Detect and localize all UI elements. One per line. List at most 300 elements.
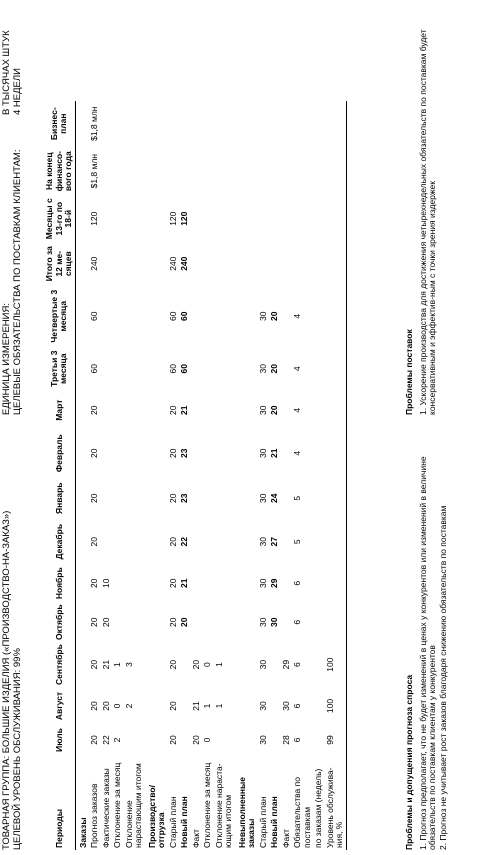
table-cell (112, 196, 124, 241)
table-cell (145, 642, 168, 687)
row-label: Отклонение нараста-ющим итогом (213, 763, 233, 848)
column-header: Январь (53, 482, 64, 514)
product-group-line: ТОВАРНАЯ ГРУППА: БОЛЬШИЕ ИЗДЕЛИЯ («ПРОИЗВОДСТВО-НА-ЗАКАЗ») (1, 510, 12, 850)
table-cell (75, 725, 89, 755)
table-cell (313, 477, 325, 519)
table-row (101, 101, 113, 850)
table-cell (281, 477, 293, 519)
table-cell (235, 642, 258, 687)
demand-note-1: 1. Прогноз предполагает, что не будет изменений в ценах у конкурентов или изменений в величине обязательств по поставкам клиентам у конкурентов (417, 456, 437, 850)
row-label: Производство/отгрузка (146, 785, 166, 848)
table-cell: 20 (89, 578, 99, 588)
table-row (124, 101, 145, 850)
table-cell: 30 (257, 617, 268, 627)
table-cell: 30 (280, 701, 291, 711)
table-cell: 20 (89, 617, 99, 627)
table-cell: 20 (100, 617, 111, 627)
table-cell (112, 146, 124, 196)
table-row (168, 101, 180, 850)
table-cell: 27 (269, 536, 279, 547)
table-cell (101, 346, 113, 391)
table-cell (145, 286, 168, 346)
table-cell (191, 241, 203, 286)
row-label: Фактические заказы (100, 768, 111, 848)
header-right (2, 30, 23, 115)
table-cell (292, 196, 313, 241)
table-cell: 20 (269, 405, 279, 415)
table-cell (145, 146, 168, 196)
table-cell (202, 602, 214, 642)
row-label: Отклонение за месяц (202, 762, 212, 848)
header-middle (2, 150, 23, 416)
table-cell: $1,8 млн (89, 106, 99, 141)
table-cell: 240 (179, 256, 189, 271)
table-cell (124, 241, 145, 286)
table-cell (292, 146, 313, 196)
commitment-value: 4 НЕДЕЛИ (11, 68, 23, 115)
table-cell (269, 101, 281, 146)
table-cell (281, 196, 293, 241)
demand-note-2: 2. Прогноз не учитывает рост заказов благодаря снижению обязательств по поставкам (437, 505, 448, 850)
table-cell: 6 (292, 619, 302, 625)
table-cell (124, 346, 145, 391)
table-cell (214, 429, 235, 477)
table-cell (214, 391, 235, 429)
plan-table (44, 101, 347, 850)
commitment-label: ЦЕЛЕВЫЕ ОБЯЗАТЕЛЬСТВА ПО ПОСТАВКАМ КЛИЕНТАМ: (11, 149, 23, 415)
table-cell: 5 (292, 539, 302, 545)
table-cell (325, 286, 347, 346)
column-header: Третьи 3 месяца (48, 350, 69, 387)
table-cell: 20 (167, 536, 178, 547)
demand-notes-title: Проблемы и допущения прогноза спроса (404, 674, 414, 850)
table-cell: 20 (89, 659, 99, 670)
table-cell (145, 196, 168, 241)
table-row (313, 101, 325, 850)
row-label: Факт (190, 829, 201, 848)
table-cell: 30 (257, 493, 268, 503)
table-cell (202, 564, 214, 602)
table-cell (214, 519, 235, 564)
table-cell (202, 346, 214, 391)
column-header: Сентябрь (53, 644, 64, 685)
table-row (269, 101, 281, 850)
table-cell: 0 (202, 662, 212, 667)
table-cell (325, 391, 347, 429)
table-cell (145, 564, 168, 602)
table-cell: 20 (167, 617, 178, 627)
column-header: Периоды (53, 809, 64, 848)
table-cell: 29 (280, 659, 291, 670)
table-cell: 99 (325, 725, 347, 755)
table-cell: 30 (257, 536, 268, 547)
table-cell (75, 602, 89, 642)
table-cell (214, 346, 235, 391)
table-cell (124, 602, 145, 642)
table-cell: 30 (269, 617, 279, 627)
table-cell (179, 725, 191, 755)
table-cell (313, 346, 325, 391)
supply-notes-title: Проблемы поставок (404, 329, 414, 415)
table-cell (258, 146, 270, 196)
table-cell (214, 101, 235, 146)
column-header: Июль (53, 728, 64, 752)
table-cell (75, 146, 89, 196)
table-cell (269, 642, 281, 687)
table-cell (269, 196, 281, 241)
table-cell (214, 241, 235, 286)
table-cell (325, 477, 347, 519)
table-cell (313, 391, 325, 429)
table-cell (269, 687, 281, 725)
table-cell: 60 (167, 311, 178, 321)
table-cell (75, 196, 89, 241)
table-cell (235, 101, 258, 146)
table-cell (124, 391, 145, 429)
table-cell (325, 346, 347, 391)
table-cell: 30 (257, 578, 268, 588)
table-cell (145, 519, 168, 564)
table-cell (75, 429, 89, 477)
table-cell (235, 391, 258, 429)
table-cell: 3 (123, 662, 134, 667)
table-cell (145, 391, 168, 429)
table-cell (325, 196, 347, 241)
table-row (258, 101, 270, 850)
table-cell: 240 (89, 256, 99, 271)
table-cell (281, 429, 293, 477)
table-cell (124, 196, 145, 241)
row-label: Старый план (167, 796, 178, 848)
table-cell (202, 241, 214, 286)
table-cell (191, 146, 203, 196)
table-cell: 30 (257, 448, 268, 458)
table-cell (258, 241, 270, 286)
table-cell (101, 477, 113, 519)
supply-note-1: 1. Ускорение производства для достижения четырехнедельных обязательств по поставкам будет консервативным и эффектив-ным с точки зрения издержек (417, 29, 437, 415)
table-cell: 21 (190, 701, 201, 711)
header-left (2, 511, 23, 850)
table-cell (145, 477, 168, 519)
table-cell (168, 146, 180, 196)
table-cell (112, 602, 124, 642)
table-cell (124, 477, 145, 519)
table-cell (313, 687, 325, 725)
row-label: Новый план (269, 796, 279, 848)
table-cell: 20 (89, 448, 99, 458)
table-cell (292, 101, 313, 146)
table-cell: 6 (292, 580, 302, 586)
table-cell (191, 564, 203, 602)
column-header: Четвертые 3 месяца (48, 289, 69, 343)
table-cell (101, 101, 113, 146)
table-cell (313, 241, 325, 286)
table-cell (235, 286, 258, 346)
column-header: Октябрь (53, 604, 64, 641)
supply-notes (405, 5, 439, 415)
table-row (75, 101, 89, 850)
table-cell: 4 (292, 407, 302, 413)
table-cell: 4 (292, 366, 302, 372)
table-cell: 1 (213, 662, 224, 667)
table-cell: 20 (167, 448, 178, 458)
table-cell (202, 519, 214, 564)
table-body (75, 101, 346, 850)
table-cell: 30 (257, 363, 268, 374)
table-cell (292, 241, 313, 286)
column-header: Итого за 12 ме-сяцев (44, 246, 73, 282)
table-cell: 22 (179, 536, 189, 547)
table-cell (101, 429, 113, 477)
row-label: Новый план (179, 796, 189, 848)
table-cell (325, 241, 347, 286)
table-cell (235, 564, 258, 602)
table-cell: 20 (269, 363, 279, 374)
table-row (202, 101, 214, 850)
table-cell (124, 429, 145, 477)
table-cell (202, 146, 214, 196)
row-label: по заказам (недель) (313, 768, 323, 848)
column-header: Ноябрь (53, 567, 64, 600)
table-cell (313, 642, 325, 687)
table-cell: 21 (179, 405, 189, 415)
table-cell: 30 (257, 405, 268, 415)
table-cell (145, 429, 168, 477)
table-cell: 21 (269, 448, 279, 458)
table-cell (101, 196, 113, 241)
table-cell (75, 346, 89, 391)
column-header: Март (53, 399, 64, 421)
table-cell (281, 286, 293, 346)
table-cell (145, 346, 168, 391)
table-cell: 60 (89, 311, 99, 321)
table-cell (235, 687, 258, 725)
table-cell: 4 (292, 450, 302, 456)
table-cell (281, 391, 293, 429)
table-header-row (44, 101, 75, 850)
table-cell (145, 101, 168, 146)
table-cell (145, 687, 168, 725)
table-cell (75, 519, 89, 564)
table-cell: 21 (100, 659, 111, 670)
row-label: Уровень обслужива-ния, % (325, 755, 347, 850)
table-cell (179, 101, 191, 146)
table-row (325, 101, 347, 850)
table-cell (202, 196, 214, 241)
table-cell: 120 (89, 211, 99, 226)
table-cell (325, 146, 347, 196)
table-cell (191, 429, 203, 477)
row-label: Невыполненные заказы (236, 777, 256, 848)
table-cell (214, 286, 235, 346)
table-cell (179, 687, 191, 725)
table-cell (112, 564, 124, 602)
table-cell: 20 (89, 701, 99, 711)
table-cell: 1 (202, 703, 212, 709)
table-cell (191, 346, 203, 391)
table-cell: 20 (167, 578, 178, 588)
table-cell (75, 564, 89, 602)
table-row (292, 101, 313, 850)
table-cell (313, 725, 325, 755)
column-header: На конец финансо-вого года (44, 151, 73, 192)
table-cell (124, 564, 145, 602)
table-cell: 6 (292, 662, 302, 667)
table-cell (235, 346, 258, 391)
table-cell (214, 564, 235, 602)
table-cell: 20 (89, 536, 99, 547)
table-cell: 6 (292, 703, 302, 709)
row-label: Обязательства по поставкам (292, 777, 312, 848)
table-cell: 4 (292, 313, 302, 319)
table-cell (281, 101, 293, 146)
table-cell: 20 (89, 405, 99, 415)
table-cell: 29 (269, 578, 279, 588)
table-cell (313, 286, 325, 346)
table-cell (191, 602, 203, 642)
table-cell (101, 519, 113, 564)
table-cell (179, 146, 191, 196)
table-cell: 21 (179, 578, 189, 588)
table-cell (258, 196, 270, 241)
table-cell (202, 286, 214, 346)
table-cell (313, 101, 325, 146)
table-cell (325, 602, 347, 642)
table-cell (325, 564, 347, 602)
table-cell (191, 101, 203, 146)
table-cell: 60 (167, 363, 178, 374)
table-cell: 60 (89, 363, 99, 374)
table-cell: 20 (167, 493, 178, 503)
table-cell (101, 286, 113, 346)
table-cell (191, 477, 203, 519)
table-cell (235, 477, 258, 519)
table-row (112, 101, 124, 850)
table-cell (313, 429, 325, 477)
table-cell: 100 (325, 687, 347, 725)
table-cell: 2 (112, 737, 122, 743)
column-header: Декабрь (53, 523, 64, 560)
table-cell (269, 241, 281, 286)
table-cell (124, 101, 145, 146)
table-cell (325, 101, 347, 146)
table-row (191, 101, 203, 850)
table-cell (235, 146, 258, 196)
table-cell (112, 429, 124, 477)
table-cell: 120 (179, 211, 189, 226)
table-cell (258, 101, 270, 146)
table-cell (235, 429, 258, 477)
table-cell (124, 519, 145, 564)
table-cell (124, 146, 145, 196)
table-cell: 1 (213, 703, 224, 709)
table-cell (191, 391, 203, 429)
table-cell (214, 602, 235, 642)
row-label: Заказы (75, 755, 89, 850)
table-cell (281, 602, 293, 642)
table-cell: 2 (123, 703, 134, 709)
table-cell: 60 (179, 363, 189, 374)
table-cell (235, 196, 258, 241)
table-cell: $1,8 млн (89, 154, 99, 189)
table-cell (313, 519, 325, 564)
table-cell (202, 429, 214, 477)
table-cell (112, 346, 124, 391)
table-cell (124, 286, 145, 346)
table-cell (112, 241, 124, 286)
row-label: Факт (280, 829, 291, 848)
table-cell: 20 (269, 311, 279, 321)
table-cell: 20 (167, 659, 178, 670)
table-cell (325, 519, 347, 564)
column-header: Февраль (53, 434, 64, 473)
table-cell (313, 146, 325, 196)
service-level-line: ЦЕЛЕВОЙ УРОВЕНЬ ОБСЛУЖИВАНИЯ: 99% (11, 648, 23, 850)
table-cell: 23 (179, 448, 189, 458)
table-cell: 0 (112, 703, 122, 709)
table-cell: 20 (167, 701, 178, 711)
table-cell (269, 725, 281, 755)
table-cell (101, 146, 113, 196)
table-cell (75, 101, 89, 146)
table-cell (75, 477, 89, 519)
table-cell (214, 477, 235, 519)
unit-label: ЕДИНИЦА ИЗМЕРЕНИЯ: (1, 303, 12, 415)
table-row (281, 101, 293, 850)
table-cell: 30 (257, 701, 268, 711)
table-row (214, 101, 235, 850)
table-cell (202, 101, 214, 146)
table-cell (281, 564, 293, 602)
table-cell (112, 101, 124, 146)
table-cell: 60 (179, 311, 189, 321)
row-label: Старый план (257, 796, 268, 848)
table-cell (202, 477, 214, 519)
table-cell (281, 241, 293, 286)
table-cell: 20 (190, 735, 201, 745)
table-cell: 24 (269, 493, 279, 503)
row-label: Отклонение нарастающим итогом (123, 763, 143, 848)
demand-notes (405, 420, 449, 850)
table-cell (75, 642, 89, 687)
table-cell: 10 (100, 578, 111, 588)
row-label: Прогноз заказов (89, 783, 99, 848)
table-cell (75, 286, 89, 346)
table-cell (75, 687, 89, 725)
table-cell (214, 196, 235, 241)
table-cell (112, 391, 124, 429)
table-cell: 20 (89, 735, 99, 745)
table-row (145, 101, 168, 850)
table-cell (179, 642, 191, 687)
row-label: Отклонение за месяц (112, 762, 122, 848)
table-cell (75, 391, 89, 429)
table-cell: 100 (325, 642, 347, 687)
table-cell (313, 602, 325, 642)
table-cell (313, 564, 325, 602)
table-cell: 20 (190, 659, 201, 670)
table-cell (145, 725, 168, 755)
table-cell (313, 196, 325, 241)
table-cell (101, 391, 113, 429)
table-cell (191, 196, 203, 241)
table-cell: 120 (167, 211, 178, 226)
table-cell: 0 (202, 737, 212, 743)
table-cell (101, 241, 113, 286)
table-cell: 20 (167, 405, 178, 415)
table-cell (269, 146, 281, 196)
table-cell (281, 146, 293, 196)
